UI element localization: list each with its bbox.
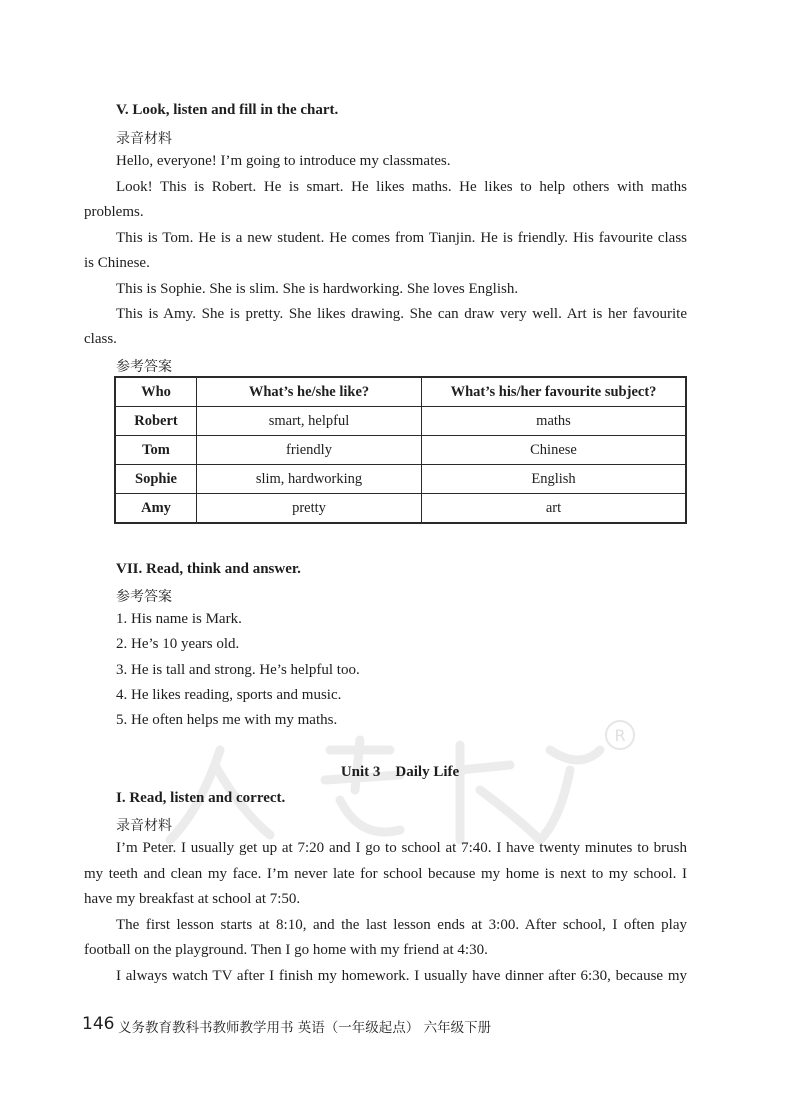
script-line: This is Amy. She is pretty. She likes drawing. She can draw very well. Art is her favourite: [116, 306, 687, 322]
table-cell-like: smart, helpful: [197, 407, 422, 436]
script-line: my teeth and clean my face. I’m never late for school because my home is next to my school. I: [84, 866, 687, 882]
table-cell-who: Robert: [115, 407, 197, 436]
table-row: [115, 407, 686, 436]
answer-item: 4. He likes reading, sports and music.: [116, 687, 342, 703]
script-line: This is Sophie. She is slim. She is hardworking. She loves English.: [116, 281, 519, 297]
answer-label: 参考答案: [116, 589, 172, 605]
page-number: 146: [82, 1014, 115, 1034]
answer-item: 2. He’s 10 years old.: [116, 636, 240, 652]
table-header-cell: What’s his/her favourite subject?: [422, 377, 687, 407]
table-cell-who: Tom: [115, 436, 197, 465]
script-line: Hello, everyone! I’m going to introduce my classmates.: [116, 153, 451, 169]
table-cell-subject: maths: [422, 407, 687, 436]
script-line: I always watch TV after I finish my homework. I usually have dinner after 6:30, because my: [116, 968, 687, 984]
answer-label: 参考答案: [116, 359, 172, 375]
table-cell-subject: Chinese: [422, 436, 687, 465]
table-row: [115, 436, 686, 465]
script-line: football on the playground. Then I go home with my friend at 4:30.: [84, 942, 488, 958]
script-label: 录音材料: [116, 818, 172, 834]
table-cell-like: slim, hardworking: [197, 465, 422, 494]
table-cell-who: Amy: [115, 494, 197, 524]
table-cell-subject: English: [422, 465, 687, 494]
table-header-row: [115, 377, 686, 407]
script-line: have my breakfast at school at 7:50.: [84, 891, 301, 907]
answer-item: 5. He often helps me with my maths.: [116, 712, 338, 728]
book-title: 义务教育教科书教师教学用书 英语（一年级起点） 六年级下册: [118, 1020, 492, 1036]
table-row: [115, 494, 686, 524]
script-line: Look! This is Robert. He is smart. He likes maths. He likes to help others with maths: [116, 179, 687, 195]
section-i-heading: I. Read, listen and correct.: [116, 790, 286, 806]
table-cell-subject: art: [422, 494, 687, 524]
table-cell-like: friendly: [197, 436, 422, 465]
table-row: [115, 465, 686, 494]
answer-item: 3. He is tall and strong. He’s helpful too.: [116, 662, 360, 678]
table-cell-like: pretty: [197, 494, 422, 524]
script-label: 录音材料: [116, 131, 172, 147]
answer-item: 1. His name is Mark.: [116, 611, 242, 627]
unit-title: Unit 3 Daily Life: [340, 764, 460, 780]
svg-text:R: R: [614, 726, 626, 745]
table-cell-who: Sophie: [115, 465, 197, 494]
script-line: This is Tom. He is a new student. He comes from Tianjin. He is friendly. His favourite class: [116, 230, 687, 246]
answer-table: [114, 376, 687, 524]
section-vii-heading: VII. Read, think and answer.: [116, 561, 301, 577]
script-line: class.: [84, 331, 117, 347]
section-v-heading: V. Look, listen and fill in the chart.: [116, 102, 339, 118]
script-line: I’m Peter. I usually get up at 7:20 and I go to school at 7:40. I have twenty minutes to brush: [116, 840, 687, 856]
table-header-cell: What’s he/she like?: [197, 377, 422, 407]
script-line: is Chinese.: [84, 255, 150, 271]
script-line: The first lesson starts at 8:10, and the last lesson ends at 3:00. After school, I often play: [116, 917, 687, 933]
script-line: problems.: [84, 204, 144, 220]
publisher-watermark-icon: [160, 710, 640, 860]
table-header-cell: Who: [115, 377, 197, 407]
